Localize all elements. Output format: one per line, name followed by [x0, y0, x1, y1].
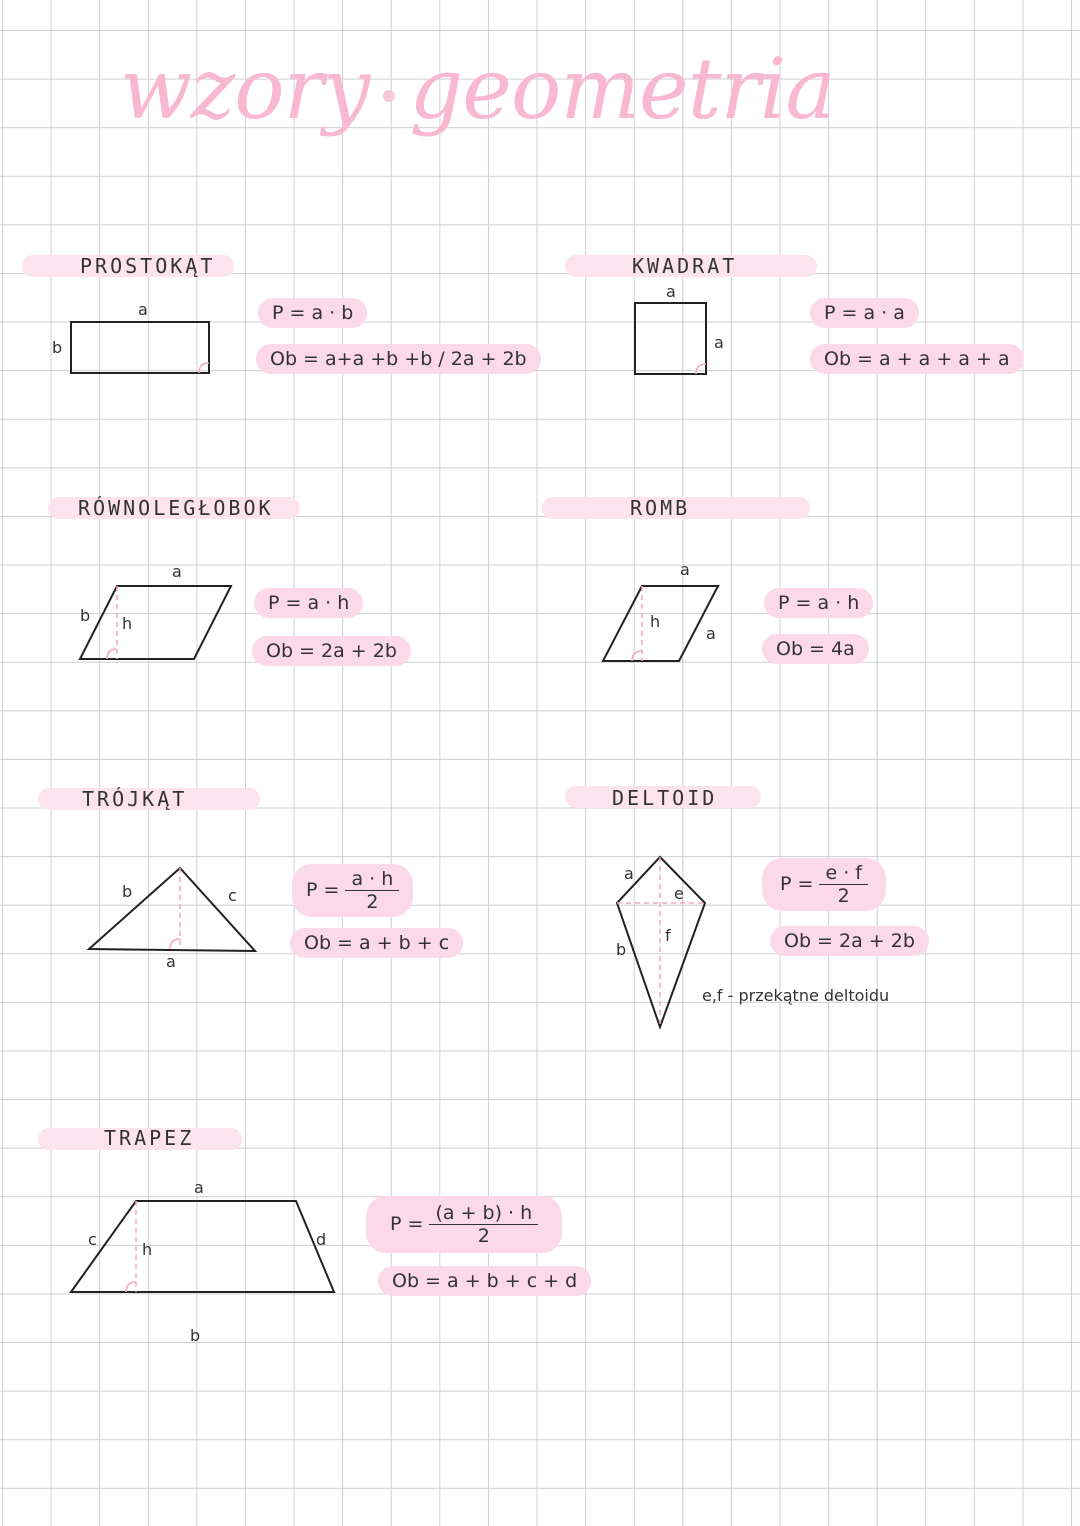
title-part2: geometria	[409, 40, 835, 138]
triangle-shape	[89, 868, 255, 951]
area-formula	[292, 864, 413, 917]
heading-rownoleglobok: RÓWNOLEGŁOBOK	[78, 496, 274, 520]
label-a: a	[172, 562, 182, 581]
perimeter-formula: Ob = a+a +b +b / 2a + 2b	[256, 344, 541, 374]
heading-trojkat: TRÓJKĄT	[82, 787, 188, 811]
label-a: a	[714, 333, 724, 352]
label-b: b	[190, 1326, 201, 1345]
label-b: b	[122, 882, 133, 901]
fraction-denominator: 2	[366, 891, 379, 913]
area-fraction	[345, 868, 399, 913]
heading-romb: ROMB	[630, 496, 691, 520]
label-c: c	[88, 1230, 97, 1249]
fraction-numerator: a · h	[345, 868, 399, 891]
area-prefix: P =	[390, 1213, 424, 1235]
right-angle-mark	[632, 651, 642, 661]
label-a: a	[666, 282, 676, 301]
square-shape	[635, 303, 706, 374]
area-fraction	[429, 1202, 538, 1247]
title-part1: wzory	[120, 40, 370, 138]
perimeter-formula: Ob = 4a	[762, 634, 869, 664]
perimeter-formula: Ob = a + b + c	[290, 928, 463, 958]
label-a: a	[166, 952, 176, 971]
heading-prostokat: PROSTOKĄT	[80, 254, 216, 278]
fraction-numerator: e · f	[819, 862, 868, 885]
perimeter-formula: Ob = 2a + 2b	[770, 926, 929, 956]
fraction-denominator: 2	[837, 885, 850, 907]
area-formula: P = a · b	[258, 298, 367, 328]
label-a: a	[706, 624, 716, 643]
right-angle-mark	[107, 649, 117, 659]
label-c: c	[228, 886, 237, 905]
heading-kwadrat: KWADRAT	[632, 254, 738, 278]
fraction-numerator: (a + b) · h	[429, 1202, 538, 1225]
heading-deltoid: DELTOID	[612, 786, 718, 810]
area-formula: P = a · h	[254, 588, 363, 618]
trapezoid-shape	[71, 1201, 334, 1292]
label-f: f	[665, 926, 671, 945]
label-b: b	[616, 940, 627, 959]
label-h: h	[142, 1240, 153, 1259]
perimeter-formula: Ob = a + b + c + d	[378, 1266, 591, 1296]
area-formula	[366, 1196, 562, 1253]
right-angle-mark	[696, 364, 706, 374]
perimeter-formula: Ob = 2a + 2b	[252, 636, 411, 666]
area-prefix: P =	[780, 873, 814, 895]
label-b: b	[80, 606, 91, 625]
label-b: b	[52, 338, 63, 357]
label-a: a	[624, 864, 634, 883]
rectangle-shape	[71, 322, 209, 373]
heading-trapez: TRAPEZ	[104, 1126, 195, 1150]
right-angle-mark	[199, 363, 209, 373]
label-a: a	[138, 300, 148, 319]
area-fraction	[819, 862, 868, 907]
label-a: a	[194, 1178, 204, 1197]
fraction-denominator: 2	[477, 1225, 490, 1247]
label-e: e	[674, 884, 684, 903]
right-angle-mark	[126, 1282, 136, 1292]
label-h: h	[122, 614, 133, 633]
label-h: h	[650, 612, 661, 631]
label-a: a	[680, 560, 690, 579]
diagonals-note: e,f - przekątne deltoidu	[702, 986, 890, 1005]
perimeter-formula: Ob = a + a + a + a	[810, 344, 1024, 374]
area-formula: P = a · a	[810, 298, 919, 328]
parallelogram-shape	[80, 586, 231, 659]
area-formula: P = a · h	[764, 588, 873, 618]
right-angle-mark	[170, 939, 180, 949]
area-formula	[762, 858, 886, 911]
rhombus-shape	[603, 586, 718, 661]
label-d: d	[316, 1230, 327, 1249]
area-prefix: P =	[306, 879, 340, 901]
